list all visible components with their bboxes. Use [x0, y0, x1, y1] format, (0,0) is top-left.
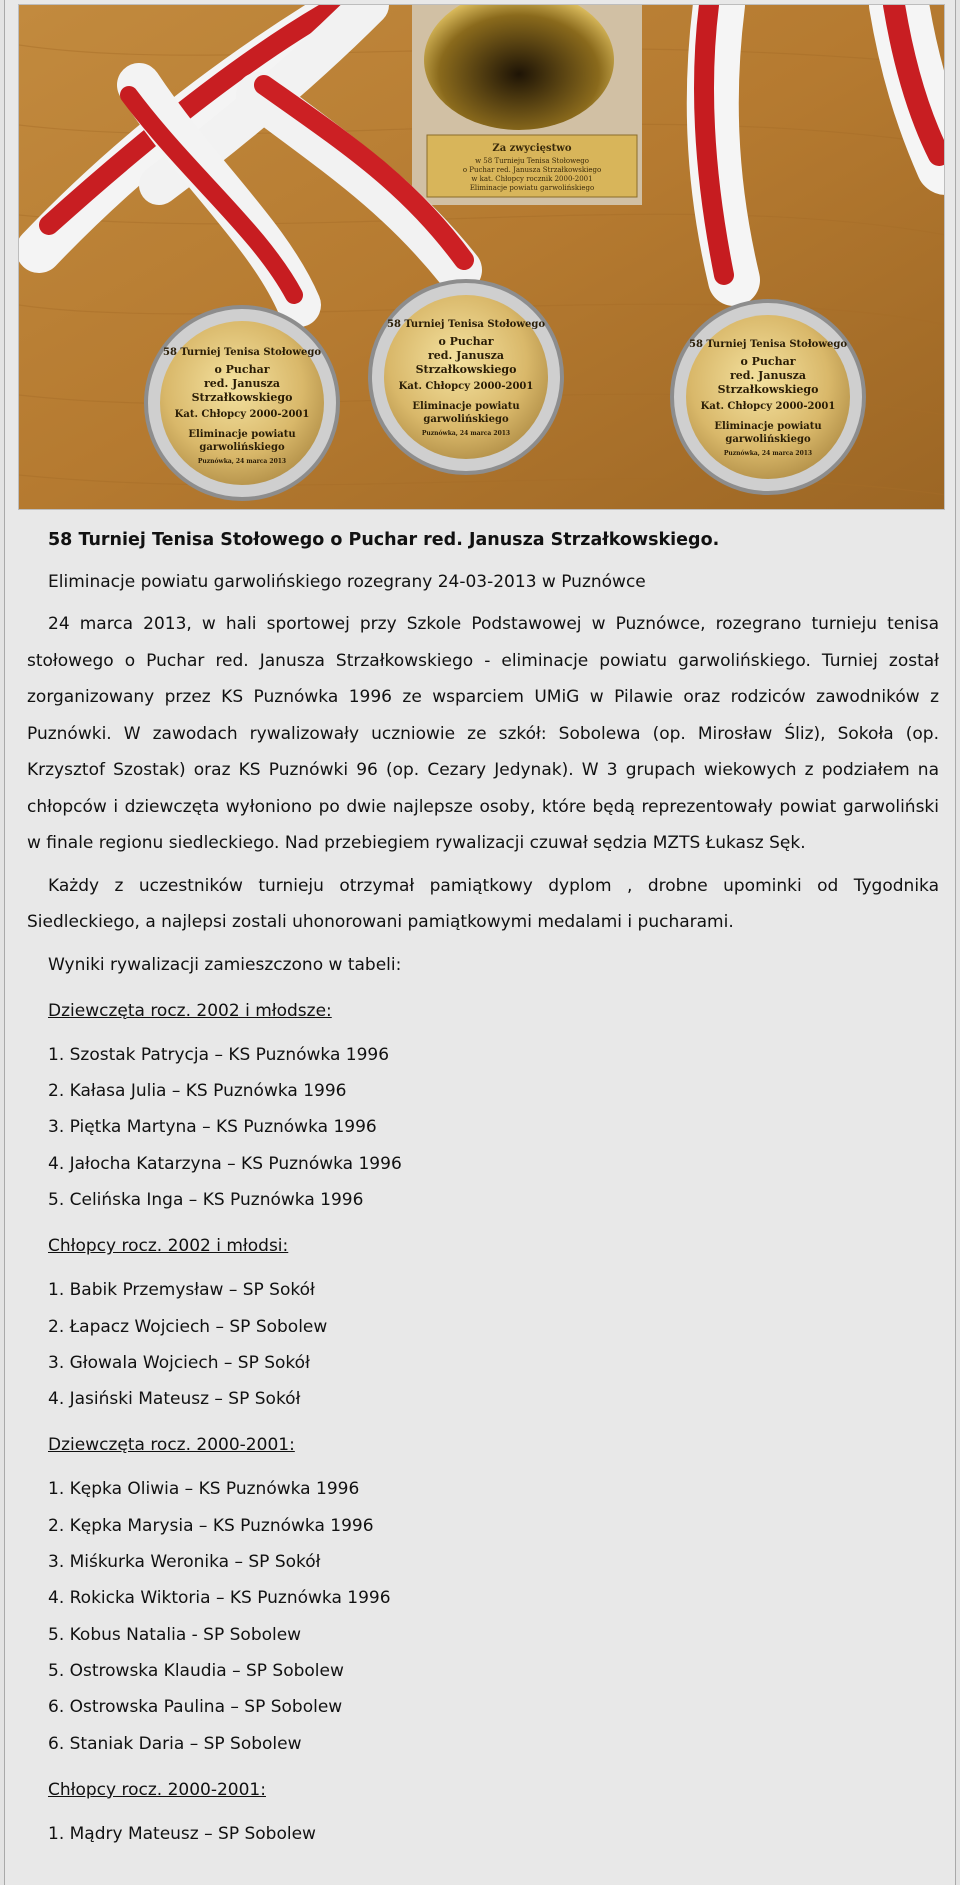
result-item: 4. Jałocha Katarzyna – KS Puznówka 1996	[48, 1153, 402, 1174]
article-paragraph-2: Każdy z uczestników turnieju otrzymał pamiątkowy dyplom , drobne upominki od Tygodnika Siedleckiego, a najlepsi zostali uhonorowani pamiątkowymi medalami i pucharami.	[27, 875, 939, 932]
medal3-line-7: Puznówka, 24 marca 2013	[723, 450, 813, 457]
trophy-plaque-text-4: Eliminacje powiatu garwolińskiego	[469, 184, 595, 192]
section-heading-girls-2000-2001: Dziewczęta rocz. 2000-2001:	[48, 1435, 295, 1456]
medal2-line-0: 58 Turniej Tenisa Stołowego	[387, 319, 545, 330]
result-item: 3. Miśkurka Weronika – SP Sokół	[48, 1552, 321, 1573]
medal1-line-7: Puznówka, 24 marca 2013	[197, 458, 287, 465]
medal3-line-1: o Puchar	[740, 355, 796, 368]
medal2-line-2: red. Janusza	[427, 349, 505, 362]
medal3-line-0: 58 Turniej Tenisa Stołowego	[689, 339, 847, 350]
trophy-plaque-text-3: w kat. Chłopcy rocznik 2000-2001	[471, 175, 593, 183]
result-item: 6. Staniak Daria – SP Sobolew	[48, 1733, 302, 1754]
medal3-line-5: Eliminacje powiatu	[714, 421, 822, 432]
medal3-line-3: Strzałkowskiego	[717, 383, 819, 396]
article-subtitle: Eliminacje powiatu garwolińskiego rozegrany 24-03-2013 w Puznówce	[48, 572, 646, 592]
medal1-line-2: red. Janusza	[203, 377, 281, 390]
result-item: 6. Ostrowska Paulina – SP Sobolew	[48, 1697, 343, 1718]
medal2-line-3: Strzałkowskiego	[415, 363, 517, 376]
medal2-line-1: o Puchar	[438, 335, 494, 348]
medal2-line-4: Kat. Chłopcy 2000-2001	[398, 381, 534, 392]
result-item: 2. Kępka Marysia – KS Puznówka 1996	[48, 1515, 374, 1536]
section-heading-boys-2000-2001: Chłopcy rocz. 2000-2001:	[48, 1779, 266, 1800]
medal3-line-4: Kat. Chłopcy 2000-2001	[700, 401, 836, 412]
article-title: 58 Turniej Tenisa Stołowego o Puchar red. Janusza Strzałkowskiego.	[48, 530, 720, 550]
medal1-line-6: garwolińskiego	[199, 442, 285, 453]
result-item: 5. Kobus Natalia - SP Sobolew	[48, 1624, 302, 1645]
medal3-line-2: red. Janusza	[729, 369, 807, 382]
result-item: 1. Mądry Mateusz – SP Sobolew	[48, 1823, 316, 1844]
medal1-line-0: 58 Turniej Tenisa Stołowego	[163, 347, 321, 358]
result-item: 3. Piętka Martyna – KS Puznówka 1996	[48, 1117, 377, 1138]
medals-photo	[18, 4, 945, 510]
medal1-line-5: Eliminacje powiatu	[188, 429, 296, 440]
article-paragraph-1: 24 marca 2013, w hali sportowej przy Szkole Podstawowej w Puznówce, rozegrano turnieju tenisa stołowego o Puchar red. Janusza Strzałkowskiego - eliminacje powiatu garwolińskiego. Turniej został zorganizowany przez KS Puznówka 1996 ze wsparciem UMiG w Pilawie oraz rodziców zawodników z Puznówki. W zawodach rywalizowały uczniowie ze szkół: Sobolewa (op. Mirosław Śliz), Sokoła (op. Krzysztof Szostak) oraz KS Puznówki 96 (op. Cezary Jedynak). W 3 grupach wiekowych z podziałem na chłopców i dziewczęta wyłoniono po dwie najlepsze osoby, które będą reprezentowały powiat garwoliński w finale regionu siedleckiego. Nad przebiegiem rywalizacji czuwał sędzia MZTS Łukasz Sęk.	[27, 614, 939, 853]
section-heading-girls-2002: Dziewczęta rocz. 2002 i młodsze:	[48, 1000, 332, 1021]
trophy-plaque-text-0: Za zwycięstwo	[492, 143, 572, 154]
trophy-plaque-text-1: w 58 Turnieju Tenisa Stołowego	[475, 157, 589, 165]
result-item: 4. Jasiński Mateusz – SP Sokół	[48, 1389, 301, 1410]
medal2-line-5: Eliminacje powiatu	[412, 401, 520, 412]
medal3-line-6: garwolińskiego	[725, 434, 811, 445]
result-item: 5. Ostrowska Klaudia – SP Sobolew	[48, 1660, 344, 1681]
result-item: 1. Szostak Patrycja – KS Puznówka 1996	[48, 1044, 390, 1065]
result-item: 2. Kałasa Julia – KS Puznówka 1996	[48, 1081, 347, 1102]
medal2-line-7: Puznówka, 24 marca 2013	[421, 430, 511, 437]
article-content	[27, 520, 939, 1852]
result-item: 5. Celińska Inga – KS Puznówka 1996	[48, 1189, 364, 1210]
medal2-line-6: garwolińskiego	[423, 414, 509, 425]
result-item: 1. Babik Przemysław – SP Sokół	[48, 1280, 315, 1301]
result-item: 1. Kępka Oliwia – KS Puznówka 1996	[48, 1479, 360, 1500]
trophy-plaque-text-2: o Puchar red. Janusza Strzałkowskiego	[462, 166, 602, 174]
section-heading-boys-2002: Chłopcy rocz. 2002 i młodsi:	[48, 1236, 289, 1257]
result-item: 2. Łapacz Wojciech – SP Sobolew	[48, 1316, 328, 1337]
result-item: 3. Głowala Wojciech – SP Sokół	[48, 1352, 310, 1373]
medal1-line-3: Strzałkowskiego	[191, 391, 293, 404]
results-intro: Wyniki rywalizacji zamieszczono w tabeli:	[48, 954, 402, 975]
result-item: 4. Rokicka Wiktoria – KS Puznówka 1996	[48, 1588, 391, 1609]
medal1-line-1: o Puchar	[214, 363, 270, 376]
medal1-line-4: Kat. Chłopcy 2000-2001	[174, 409, 310, 420]
